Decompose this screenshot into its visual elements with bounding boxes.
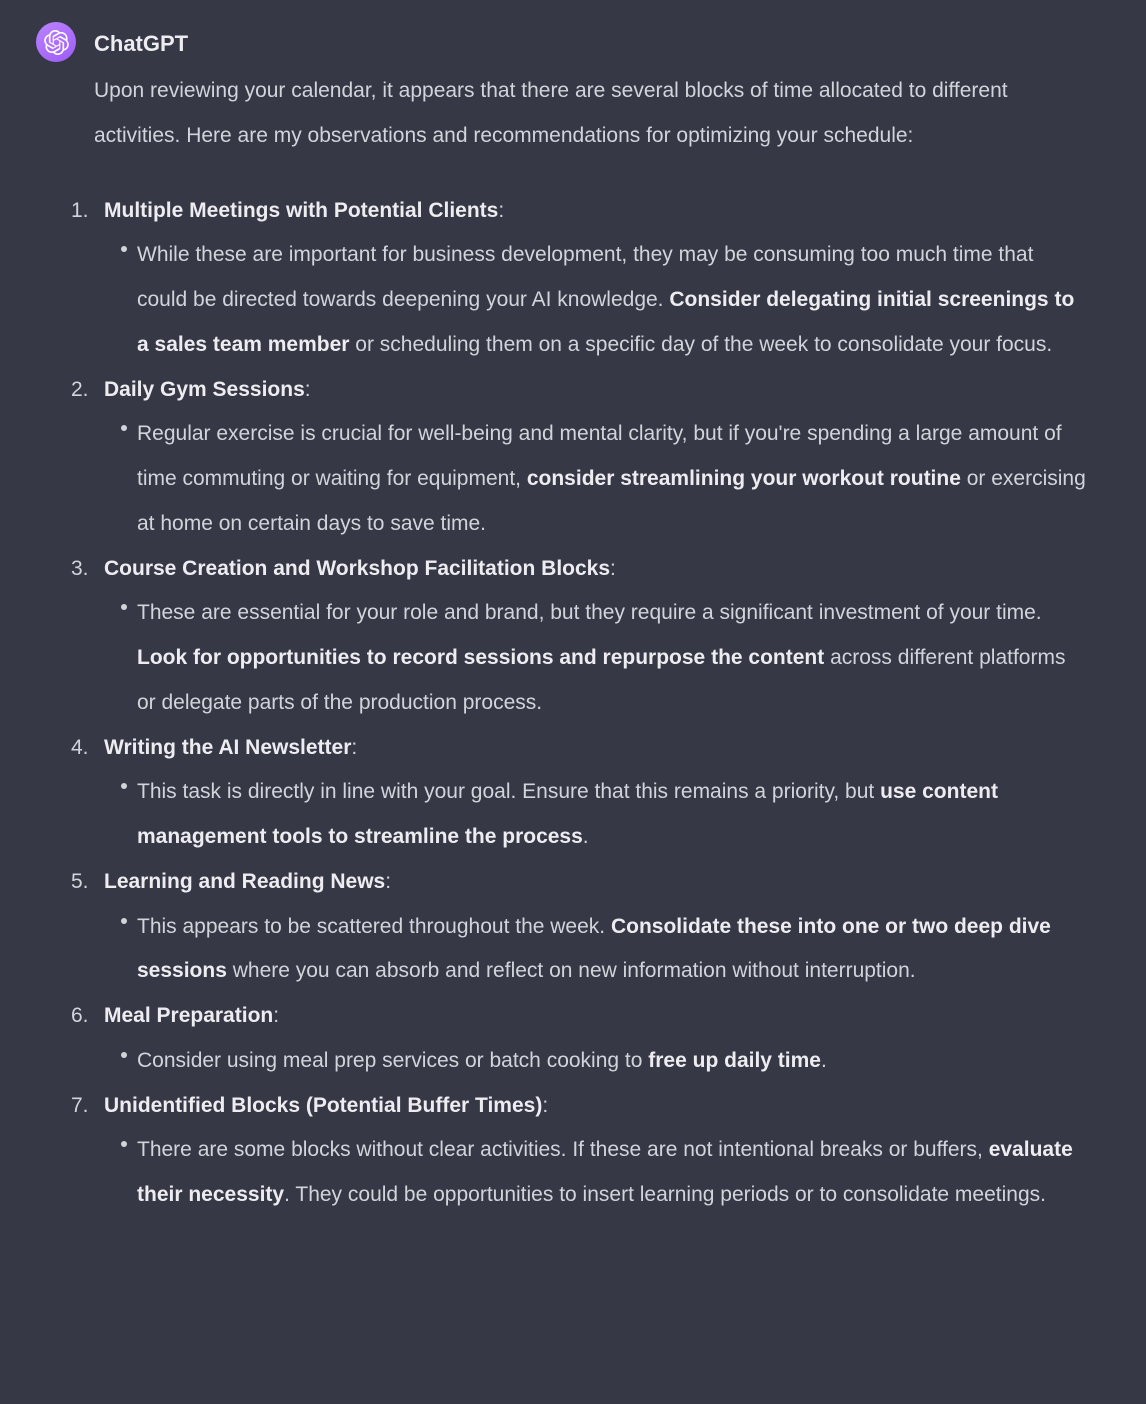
list-item-colon: : bbox=[385, 869, 392, 893]
text-segment: Consider using meal prep services or batch cooking to bbox=[137, 1048, 649, 1072]
bullet-item bbox=[104, 233, 1086, 367]
list-item-heading bbox=[71, 368, 1086, 413]
bold-text-segment: free up daily time bbox=[648, 1048, 821, 1072]
bold-text-segment: use content management tools to streamline the process bbox=[137, 780, 1004, 848]
bold-text-segment: Consolidate these into one or two deep dive sessions bbox=[137, 914, 1057, 983]
bullet-item bbox=[104, 1128, 1086, 1218]
sender-name: ChatGPT bbox=[94, 31, 189, 56]
list-item bbox=[71, 994, 1086, 1084]
list-item-number: 2. bbox=[71, 377, 89, 401]
bullet-list bbox=[104, 233, 1086, 367]
text-segment: While these are important for business development, they may be consuming too much time that could be directed towards deepening your AI knowledge. bbox=[137, 243, 1040, 311]
list-item-number: 3. bbox=[71, 556, 89, 580]
list-item-number: 1. bbox=[71, 198, 89, 222]
list-item-title: Course Creation and Workshop Facilitation Blocks bbox=[104, 556, 611, 580]
list-item bbox=[71, 1084, 1086, 1218]
list-item-colon: : bbox=[273, 1004, 280, 1027]
text-segment: or scheduling them on a specific day of the week to consolidate your focus. bbox=[349, 332, 1053, 356]
text-segment: where you can absorb and reflect on new information without interruption. bbox=[226, 959, 916, 983]
list-item bbox=[71, 368, 1092, 547]
text-segment: . They could be opportunities to insert learning periods or to consolidate meetings. bbox=[284, 1183, 1046, 1206]
list-item-number: 5. bbox=[71, 869, 89, 893]
text-segment: . bbox=[820, 1048, 827, 1072]
bullet-item bbox=[104, 412, 1092, 546]
list-item-title: Meal Preparation bbox=[104, 1004, 274, 1027]
list-item-heading bbox=[71, 189, 1086, 234]
list-item bbox=[71, 189, 1086, 368]
bold-text-segment: consider streamlining your workout routine bbox=[526, 467, 961, 490]
bold-text-segment: Look for opportunities to record sessions and repurpose the content bbox=[137, 646, 825, 669]
text-segment: or exercising at home on certain days to save time. bbox=[137, 467, 1092, 535]
bullet-list bbox=[104, 905, 1086, 995]
intro-paragraph: Upon reviewing your calendar, it appears that there are several blocks of time allocated to different activities. Here are my observations and recommendations for optimizing your schedule: bbox=[94, 79, 1008, 147]
list-item-title: Learning and Reading News bbox=[104, 869, 386, 893]
list-item bbox=[71, 860, 1086, 994]
text-segment: These are essential for your role and brand, but they require a significant investment of your time. bbox=[137, 601, 1048, 625]
bold-text-segment: Consider delegating initial screenings to a sales team member bbox=[137, 288, 1081, 356]
list-item-title: Writing the AI Newsletter bbox=[104, 735, 352, 759]
list-item-colon: : bbox=[610, 556, 616, 580]
bullet-list bbox=[104, 1128, 1086, 1218]
message-content bbox=[71, 69, 1092, 1218]
avatar bbox=[36, 22, 76, 62]
text-segment: There are some blocks without clear activities. If these are not intentional breaks or buffers, bbox=[137, 1138, 989, 1162]
text-segment: This task is directly in line with your goal. Ensure that this remains a priority, but bbox=[137, 780, 881, 804]
list-item-number: 4. bbox=[71, 735, 89, 759]
list-item-colon: : bbox=[498, 198, 505, 222]
bullet-list bbox=[104, 412, 1092, 546]
list-item-colon: : bbox=[542, 1093, 549, 1117]
bullet-list bbox=[104, 591, 1086, 725]
list-item-title: Multiple Meetings with Potential Clients bbox=[104, 198, 499, 222]
list-item bbox=[71, 726, 1086, 860]
list-item-number: 6. bbox=[71, 1004, 89, 1027]
bullet-list bbox=[104, 770, 1086, 860]
list-item-title: Daily Gym Sessions bbox=[104, 377, 305, 401]
list-item-number: 7. bbox=[71, 1093, 89, 1117]
text-segment: . bbox=[582, 825, 589, 848]
text-segment: across different platforms or delegate parts of the production process. bbox=[137, 646, 1072, 714]
bold-text-segment: evaluate their necessity bbox=[137, 1138, 1079, 1206]
list-item-heading bbox=[71, 1084, 1086, 1129]
bullet-item bbox=[104, 770, 1086, 860]
openai-logo-icon bbox=[44, 30, 69, 55]
list-item-heading bbox=[71, 547, 1086, 592]
text-segment: Regular exercise is crucial for well-being and mental clarity, but if you're spending a large amount of time commuting or waiting for equipment, bbox=[137, 422, 1068, 490]
list-item-heading bbox=[71, 726, 1086, 771]
list-item-heading bbox=[71, 994, 1086, 1039]
list-item-colon: : bbox=[351, 735, 358, 759]
list-item-heading bbox=[71, 860, 1086, 905]
bullet-item bbox=[104, 905, 1086, 995]
bullet-list bbox=[104, 1039, 1086, 1084]
bullet-item bbox=[104, 591, 1086, 725]
text-segment: This appears to be scattered throughout the week. bbox=[137, 914, 611, 938]
bullet-item bbox=[104, 1039, 1086, 1084]
recommendations-list bbox=[71, 189, 1092, 1218]
list-item-colon: : bbox=[304, 377, 311, 401]
list-item bbox=[71, 547, 1086, 726]
list-item-title: Unidentified Blocks (Potential Buffer Times) bbox=[104, 1093, 543, 1117]
